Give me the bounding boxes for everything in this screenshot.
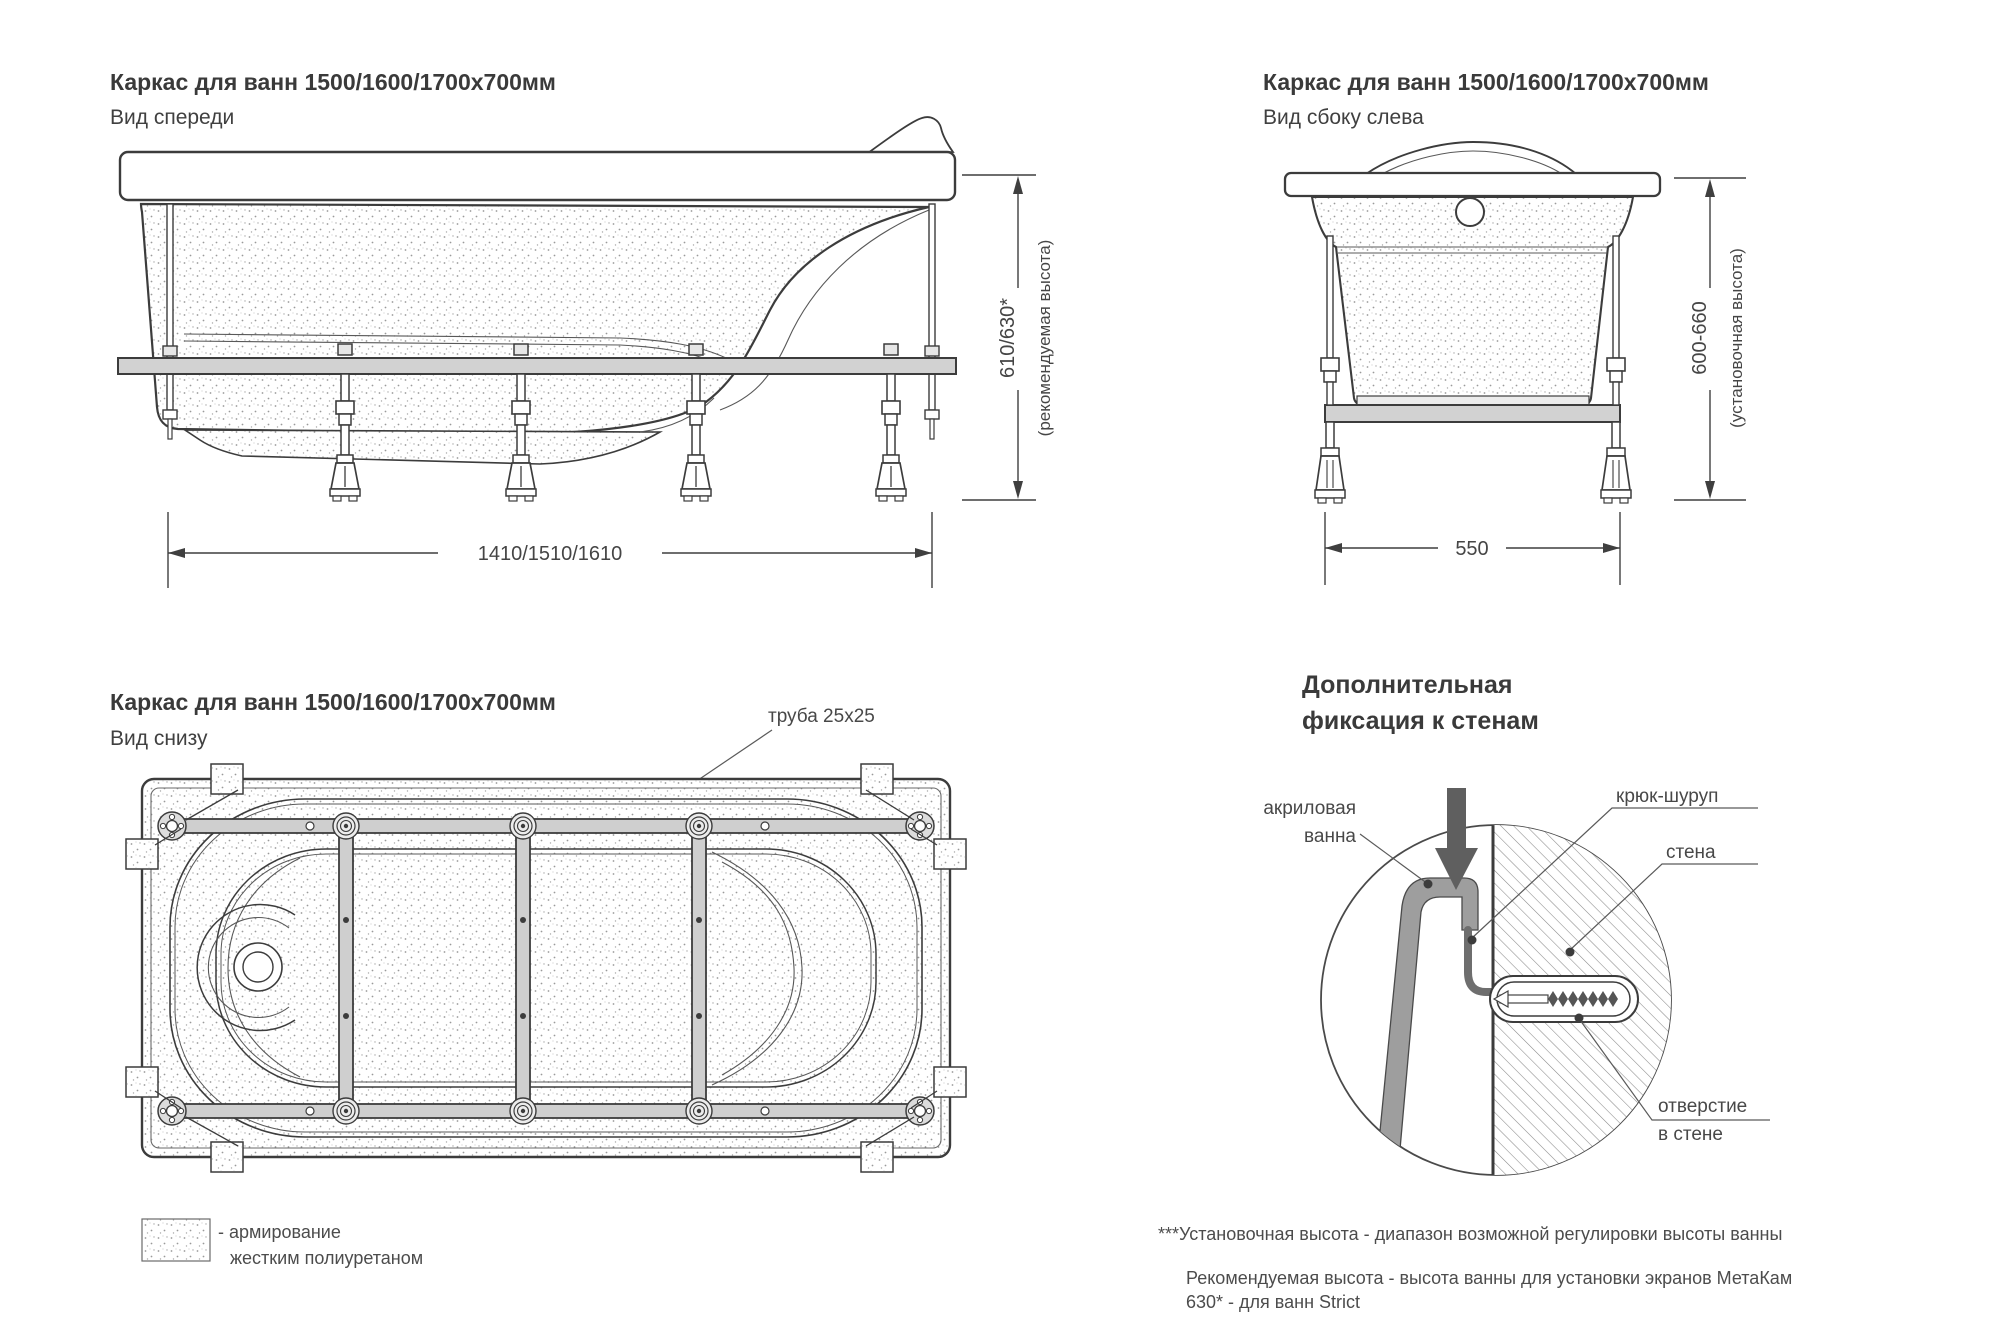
side-view-subtitle: Вид сбоку слева xyxy=(1263,106,1424,129)
label-hole-line1: отверстие xyxy=(1658,1096,1748,1117)
label-wall: стена xyxy=(1666,842,1716,863)
legend-swatch xyxy=(142,1219,210,1261)
footnote-line2: Рекомендуемая высота - высота ванны для установки экранов МетаКам xyxy=(1186,1268,1793,1288)
footnote-line1: ***Установочная высота - диапазон возможной регулировки высоты ванны xyxy=(1158,1224,1783,1244)
frame-rail-top xyxy=(166,819,926,833)
tub-bottom-edge-front xyxy=(185,430,660,464)
frame-rail-bottom xyxy=(166,1104,926,1118)
footnote-line3: 630* - для ванн Strict xyxy=(1186,1292,1361,1312)
side-view-drawing xyxy=(1285,142,1660,503)
side-height-dim-note: (установочная высота) xyxy=(1727,248,1746,428)
legend-line1: - армирование xyxy=(218,1222,341,1242)
side-width-dim-label: 550 xyxy=(1455,538,1489,560)
fixation-detail-drawing xyxy=(1321,788,1678,1180)
fixation-heading-line1: Дополнительная xyxy=(1302,671,1513,699)
wall-hole-and-dowel xyxy=(1490,976,1638,1022)
bottom-view-drawing xyxy=(126,764,966,1172)
side-view-title: Каркас для ванн 1500/1600/1700x700мм xyxy=(1263,69,1709,95)
side-width-dimension xyxy=(1325,512,1620,585)
drain-hole xyxy=(234,943,282,991)
side-view xyxy=(1263,69,1746,585)
overflow-hole xyxy=(1456,198,1484,226)
legend-line2: жестким полиуретаном xyxy=(230,1248,424,1268)
base-rail-side xyxy=(1325,405,1620,422)
tub-rim-front xyxy=(120,152,955,200)
front-width-dim-label: 1410/1510/1610 xyxy=(477,543,623,565)
headrest-ledge xyxy=(868,117,953,153)
tub-body-side xyxy=(1312,197,1633,410)
front-height-dim-note: (рекомендуемая высота) xyxy=(1035,239,1054,437)
label-acrylic-line2: ванна xyxy=(1304,826,1356,847)
backrest-arc xyxy=(1366,142,1576,174)
wall-fixation-detail xyxy=(1263,671,1770,1180)
tub-body-front xyxy=(141,204,929,434)
tub-rim-side xyxy=(1285,173,1660,196)
front-width-dimension xyxy=(168,512,932,588)
pipe-callout-label: труба 25х25 xyxy=(768,706,875,727)
footnotes xyxy=(1158,1224,1792,1312)
frame-rail-front xyxy=(118,358,956,374)
front-height-dim-label: 610/630* xyxy=(997,297,1019,379)
fixation-heading-line2: фиксация к стенам xyxy=(1302,707,1539,735)
label-acrylic-line1: акриловая xyxy=(1263,798,1356,819)
front-height-dimension xyxy=(962,175,1054,500)
front-view-title: Каркас для ванн 1500/1600/1700x700мм xyxy=(110,69,556,95)
front-view-subtitle: Вид спереди xyxy=(110,106,235,129)
label-hook: крюк-шуруп xyxy=(1616,786,1719,807)
side-height-dim-label: 600-660 xyxy=(1689,301,1711,375)
bottom-view xyxy=(110,689,966,1268)
front-view-drawing xyxy=(118,117,956,501)
side-height-dimension xyxy=(1674,178,1746,500)
front-view xyxy=(110,69,1054,588)
bottom-view-subtitle: Вид снизу xyxy=(110,727,208,750)
legend xyxy=(142,1219,423,1268)
bottom-view-title: Каркас для ванн 1500/1600/1700x700мм xyxy=(110,689,556,715)
label-hole-line2: в стене xyxy=(1658,1124,1723,1145)
